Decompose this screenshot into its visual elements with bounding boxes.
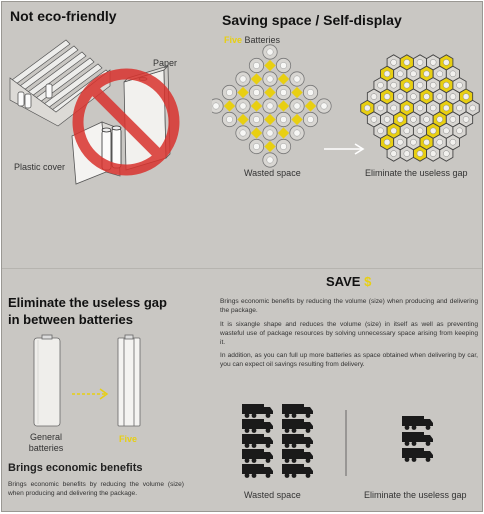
battery-tip (443, 128, 449, 134)
efficient-trucks (402, 416, 433, 462)
battery-tip (437, 139, 443, 145)
battery-tip (443, 82, 449, 88)
battery-tip (240, 103, 246, 109)
gap-mark (291, 87, 302, 98)
battery-tip (410, 94, 416, 100)
battery-tip (321, 103, 327, 109)
battery-tip (450, 71, 456, 77)
save-word: SAVE (326, 274, 361, 289)
five-word: Five (224, 35, 243, 45)
truck-icon (402, 416, 433, 430)
round-battery-grid (212, 45, 331, 167)
dollar-sign: $ (364, 274, 372, 289)
battery-tip (267, 157, 273, 163)
battery-tip (384, 116, 390, 122)
infographic (1, 1, 483, 512)
battery-tip (371, 94, 377, 100)
battery-tip (391, 105, 397, 111)
battery-tip (267, 130, 273, 136)
battery-tip (404, 82, 410, 88)
space-comparison-diagram (212, 44, 482, 184)
battery-tip (240, 76, 246, 82)
not-eco-friendly-title: Not eco-friendly (10, 8, 117, 24)
truck-icon (242, 419, 273, 433)
battery-tip (450, 94, 456, 100)
economic-benefits-body: Brings economic benefits by reducing the volume (size) when producing and delivering the package. (8, 481, 184, 497)
save-paragraph-3: In addition, as you can full up more batteries as space obtained when delivering by car, you can expect oil savings resulting from delivery. (220, 352, 478, 369)
battery-tip (253, 143, 259, 149)
hex-battery-grid (361, 55, 479, 161)
battery-tip (397, 71, 403, 77)
general-label-line1: General (29, 432, 63, 442)
truck-icon (282, 449, 313, 463)
battery-tip (378, 128, 384, 134)
truck-icon (282, 464, 313, 478)
battery-tip (430, 151, 436, 157)
battery-tip (430, 105, 436, 111)
battery-tip (213, 103, 219, 109)
battery-tip (417, 105, 423, 111)
battery-tip (391, 128, 397, 134)
battery-tip (456, 105, 462, 111)
batteries-word: Batteries (244, 35, 281, 45)
gap-mark (251, 100, 262, 111)
battery-tip (463, 116, 469, 122)
battery-tip (226, 89, 232, 95)
general-label-line2: batteries (28, 443, 64, 453)
five-battery (118, 335, 140, 426)
battery-tip (437, 71, 443, 77)
battery-tip (456, 82, 462, 88)
battery-tip (307, 89, 313, 95)
save-description (220, 298, 478, 370)
truck-icon (282, 404, 313, 418)
battery-tip (456, 128, 462, 134)
battery-tip (267, 49, 273, 55)
battery-tip (417, 59, 423, 65)
eliminate-gap-title-line2: in between batteries (8, 312, 133, 327)
saving-space-title: Saving space / Self-display (222, 12, 402, 28)
plastic-cover-label: Plastic cover (14, 162, 66, 172)
gap-mark (278, 73, 289, 84)
truck-icon (282, 434, 313, 448)
battery-tip (443, 151, 449, 157)
battery-tip (391, 82, 397, 88)
battery-tip (443, 59, 449, 65)
battery-tip (404, 151, 410, 157)
battery-tip (397, 116, 403, 122)
battery-tip (267, 76, 273, 82)
arrow-right-icon (72, 389, 107, 399)
battery-tip (294, 103, 300, 109)
battery-tip (397, 139, 403, 145)
truck-comparison (234, 398, 474, 484)
eliminate-gap-caption-top: Eliminate the useless gap (365, 168, 468, 178)
save-paragraph-2: It is sixangle shape and reduces the volume (size) in itself as well as preventing wasteful use of package resources by solving unnecessary space arising from keeping it. (220, 320, 478, 346)
battery-tip (410, 116, 416, 122)
battery-tip (430, 59, 436, 65)
battery-tip (226, 116, 232, 122)
gap-mark (264, 87, 275, 98)
battery-tip (378, 105, 384, 111)
economic-benefits-subheading: Brings economic benefits (8, 462, 143, 474)
battery-tip (424, 71, 430, 77)
gap-mark (251, 73, 262, 84)
eliminate-gap-title-line1: Eliminate the useless gap (8, 295, 167, 310)
general-batteries-label (24, 432, 68, 454)
gap-mark (264, 141, 275, 152)
battery-tip (410, 139, 416, 145)
battery-tip (417, 151, 423, 157)
wasted-space-caption-bottom: Wasted space (244, 490, 301, 500)
battery-tip (371, 116, 377, 122)
battery-tip (437, 116, 443, 122)
battery-tip (450, 116, 456, 122)
battery-tip (280, 116, 286, 122)
battery-tip (391, 59, 397, 65)
gap-mark (291, 114, 302, 125)
battery-tip (294, 130, 300, 136)
save-paragraph-1: Brings economic benefits by reducing the volume (size) when producing and delivering the package. (220, 298, 478, 314)
gap-mark (251, 127, 262, 138)
battery-comparison-illustration (24, 334, 154, 434)
save-heading (326, 274, 371, 289)
battery-tip (424, 116, 430, 122)
truck-icon (402, 448, 433, 462)
gap-mark (264, 114, 275, 125)
gap-mark (278, 127, 289, 138)
truck-icon (282, 419, 313, 433)
battery-tip (280, 89, 286, 95)
battery-tip (253, 89, 259, 95)
battery-tip (384, 139, 390, 145)
battery-tip (404, 105, 410, 111)
paper-label: Paper (153, 58, 178, 68)
battery-tip (404, 128, 410, 134)
gap-mark (237, 87, 248, 98)
battery-tip (267, 103, 273, 109)
wasted-space-caption-top: Wasted space (244, 168, 301, 178)
battery-tip (384, 71, 390, 77)
battery-tip (397, 94, 403, 100)
battery-tip (430, 128, 436, 134)
battery-tip (253, 62, 259, 68)
gap-mark (305, 100, 316, 111)
battery-tip (240, 130, 246, 136)
battery-tip (294, 76, 300, 82)
battery-tip (378, 82, 384, 88)
gap-mark (224, 100, 235, 111)
battery-tip (424, 139, 430, 145)
battery-tip (430, 82, 436, 88)
battery-tip (443, 105, 449, 111)
truck-icon (402, 432, 433, 446)
gap-mark (278, 100, 289, 111)
gap-mark (264, 60, 275, 71)
battery-tip (424, 94, 430, 100)
battery-tip (384, 94, 390, 100)
battery-tip (450, 139, 456, 145)
battery-tip (280, 143, 286, 149)
eliminate-gap-caption-bottom: Eliminate the useless gap (364, 490, 467, 500)
battery-tip (463, 94, 469, 100)
battery-tip (253, 116, 259, 122)
battery-tip (470, 105, 476, 111)
section-divider (2, 268, 482, 269)
battery-tip (417, 128, 423, 134)
truck-icon (242, 434, 273, 448)
five-label: Five (119, 434, 138, 444)
truck-icon (242, 404, 273, 418)
battery-tip (391, 151, 397, 157)
arrow-right-icon (324, 144, 363, 154)
battery-tip (417, 82, 423, 88)
battery-tip (307, 116, 313, 122)
wasted-trucks (242, 404, 313, 478)
battery-tip (410, 71, 416, 77)
battery-tip (280, 62, 286, 68)
battery-tip (437, 94, 443, 100)
eliminate-gap-title (8, 294, 167, 328)
truck-icon (242, 449, 273, 463)
battery-tip (404, 59, 410, 65)
truck-icon (242, 464, 273, 478)
gap-mark (237, 114, 248, 125)
general-battery (34, 335, 60, 426)
battery-tip (364, 105, 370, 111)
